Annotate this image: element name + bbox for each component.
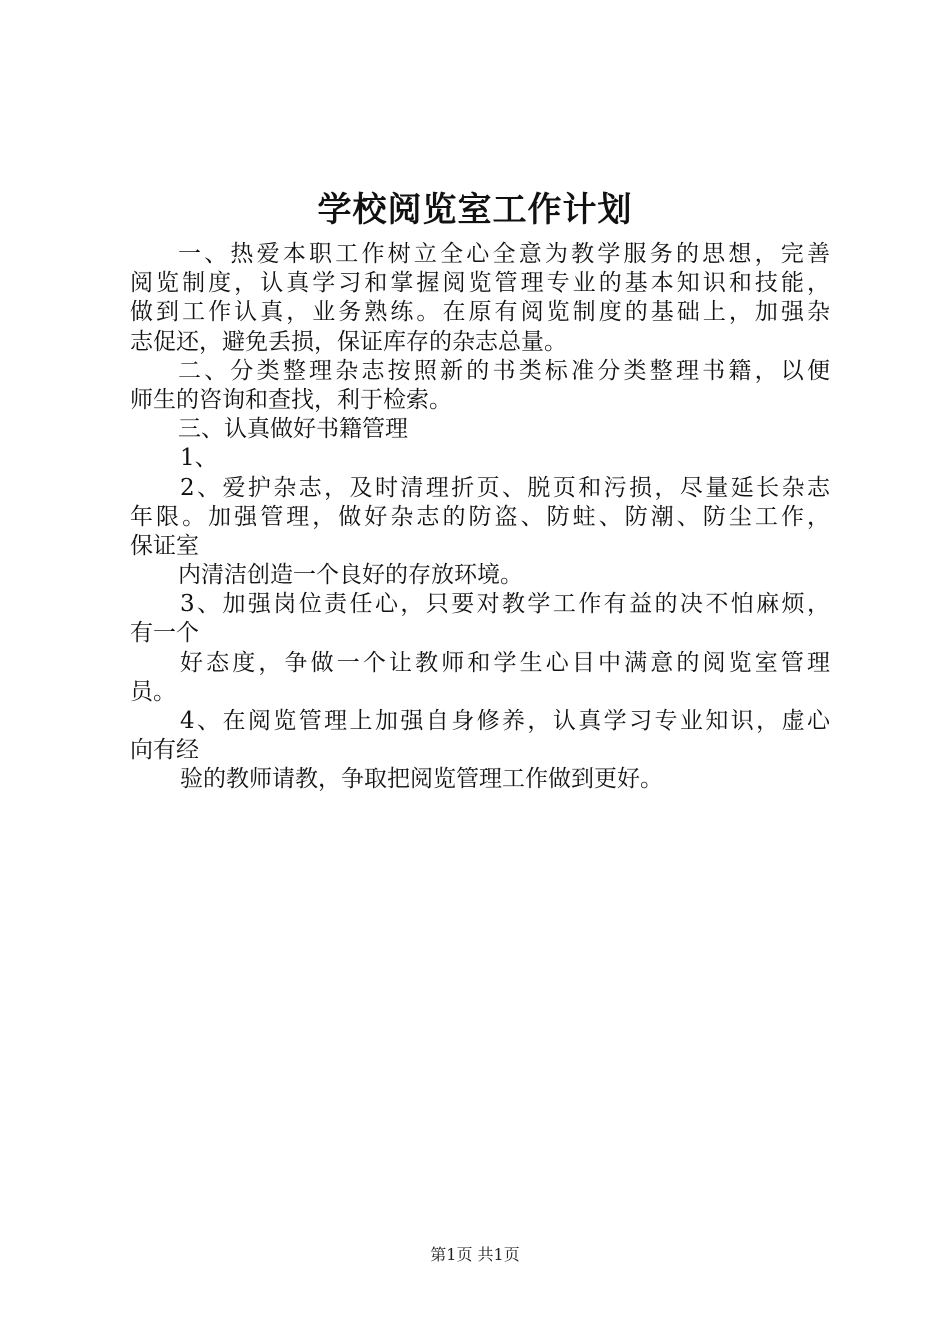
paragraph-line: 一、热爱本职工作树立全心全意为教学服务的思想，完善 — [178, 241, 830, 267]
document-title: 学校阅览室工作计划 — [317, 190, 633, 230]
paragraph-line: 做到工作认真，业务熟练。在原有阅览制度的基础上，加强杂 — [130, 299, 830, 326]
paragraph-line: 4、在阅览管理上加强自身修养，认真学习专业知识，虚心 — [180, 708, 830, 734]
paragraph-line: 阅览制度，认真学习和掌握阅览管理专业的基本知识和技能， — [130, 270, 830, 297]
paragraph-line: 向有经 — [130, 737, 199, 764]
paragraph-line: 好态度，争做一个让教师和学生心目中满意的阅览室管理 — [180, 649, 830, 676]
paragraph-line: 验的教师请教，争取把阅览管理工作做到更好。 — [180, 766, 663, 793]
paragraph-line: 师生的咨询和查找，利于检索。 — [130, 386, 452, 413]
paragraph-line: 三、认真做好书籍管理 — [178, 416, 408, 443]
paragraph-line: 二、分类整理杂志按照新的书类标准分类整理书籍，以便 — [178, 357, 830, 384]
page-footer: 第1页 共1页 — [430, 1245, 520, 1264]
paragraph-line: 1、 — [180, 445, 218, 472]
paragraph-line: 内清洁创造一个良好的存放环境。 — [178, 562, 523, 589]
document-body — [130, 240, 830, 795]
paragraph-line: 保证室 — [130, 532, 199, 559]
paragraph-line: 年限。加强管理，做好杂志的防盗、防蛀、防潮、防尘工作， — [130, 503, 830, 530]
paragraph-line: 2、爱护杂志，及时清理折页、脱页和污损，尽量延长杂志 — [180, 474, 830, 501]
paragraph-line: 3、加强岗位责任心，只要对教学工作有益的决不怕麻烦， — [180, 591, 830, 618]
paragraph-line: 志促还，避免丢损，保证库存的杂志总量。 — [130, 328, 567, 355]
paragraph-line: 有一个 — [130, 620, 199, 647]
paragraph-line: 员。 — [130, 678, 176, 705]
